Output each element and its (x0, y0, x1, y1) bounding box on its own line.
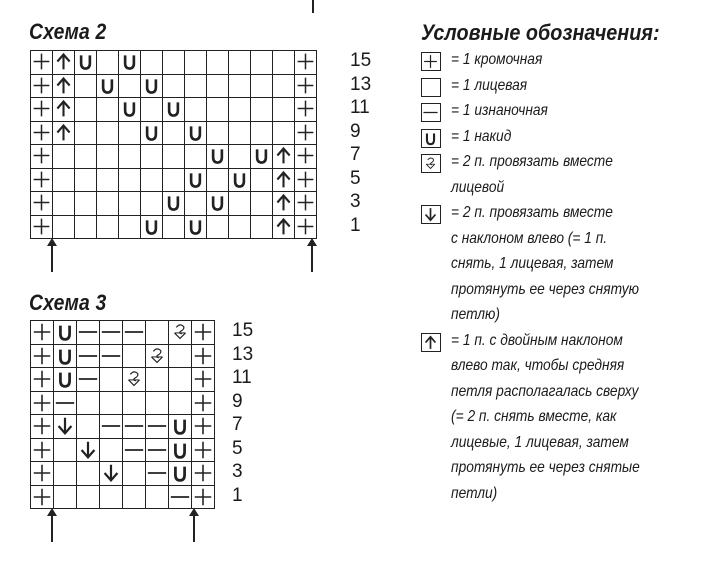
row-number: 5 (232, 437, 243, 459)
knit-stitch-empty-icon (229, 145, 251, 169)
knit-stitch-empty-icon (251, 216, 273, 240)
knit-stitch-empty-icon (123, 486, 146, 510)
knit-stitch-empty-icon (146, 321, 169, 345)
row-number: 7 (350, 144, 361, 165)
edge-stitch-plus-icon (31, 368, 54, 392)
double-decrease-arrow-up-icon (421, 333, 441, 352)
scheme2-grid (30, 50, 317, 239)
knit-stitch-empty-icon (119, 75, 141, 99)
legend-text-line: влево так, чтобы средняя (451, 357, 625, 374)
edge-stitch-plus-icon (192, 462, 215, 486)
yarn-over-u-icon (163, 192, 185, 216)
knit-stitch-empty-icon (77, 415, 100, 439)
yarn-over-u-icon (421, 129, 441, 148)
knit-stitch-empty-icon (163, 51, 185, 75)
edge-stitch-plus-icon (192, 368, 215, 392)
edge-stitch-plus-icon (295, 75, 317, 99)
yarn-over-u-icon (169, 462, 192, 486)
knit-stitch-empty-icon (97, 216, 119, 240)
knit-stitch-empty-icon (100, 486, 123, 510)
knit-stitch-empty-icon (273, 51, 295, 75)
legend-text-line: снять, 1 лицевая, затем (451, 255, 614, 272)
yarn-over-u-icon (229, 169, 251, 193)
knit-stitch-empty-icon (251, 98, 273, 122)
knit-stitch-empty-icon (207, 51, 229, 75)
knit-stitch-empty-icon (251, 169, 273, 193)
left-decrease-arrow-down-icon (54, 415, 77, 439)
edge-stitch-plus-icon (295, 169, 317, 193)
edge-stitch-plus-icon (31, 439, 54, 463)
purl-dash-icon (77, 345, 100, 369)
scheme3-grid (30, 320, 215, 509)
knit-stitch-empty-icon (75, 98, 97, 122)
knit-stitch-empty-icon (421, 78, 441, 97)
row-number: 9 (350, 120, 361, 142)
knit-stitch-empty-icon (146, 486, 169, 510)
edge-stitch-plus-icon (192, 439, 215, 463)
row-number: 1 (232, 484, 243, 506)
legend-text-line: (= 2 п. снять вместе, как (451, 408, 617, 425)
double-decrease-arrow-up-icon (273, 192, 295, 216)
knit-stitch-empty-icon (207, 216, 229, 240)
knit-stitch-empty-icon (185, 75, 207, 99)
knit-stitch-empty-icon (119, 145, 141, 169)
edge-stitch-plus-icon (31, 345, 54, 369)
knit-stitch-empty-icon (163, 216, 185, 240)
edge-stitch-plus-icon (31, 145, 53, 169)
purl-dash-icon (54, 392, 77, 416)
scheme2-title: Схема 2 (29, 19, 107, 44)
row-number: 13 (232, 343, 254, 365)
knit-stitch-empty-icon (141, 169, 163, 193)
knit-stitch-empty-icon (185, 51, 207, 75)
double-decrease-arrow-up-icon (273, 216, 295, 240)
scheme3-right-indicator-arrow (193, 510, 195, 542)
double-decrease-arrow-up-icon (53, 122, 75, 146)
scheme2-top-mark (312, 0, 314, 13)
legend-text-line: с наклоном влево (= 1 п. (451, 229, 608, 247)
knit-stitch-empty-icon (75, 75, 97, 99)
yarn-over-u-icon (185, 122, 207, 146)
purl-dash-icon (100, 415, 123, 439)
knit-stitch-empty-icon (97, 98, 119, 122)
edge-stitch-plus-icon (295, 98, 317, 122)
purl-dash-icon (421, 103, 441, 122)
yarn-over-u-icon (251, 145, 273, 169)
edge-stitch-plus-icon (295, 216, 317, 240)
yarn-over-u-icon (207, 192, 229, 216)
scheme2-right-indicator-arrow (311, 240, 313, 272)
yarn-over-u-icon (54, 368, 77, 392)
knit-stitch-empty-icon (229, 216, 251, 240)
legend-text-line: лицевой (451, 178, 505, 196)
knit-stitch-empty-icon (119, 122, 141, 146)
purl-dash-icon (77, 321, 100, 345)
knit-stitch-empty-icon (75, 122, 97, 146)
yarn-over-u-icon (54, 345, 77, 369)
row-number: 15 (232, 320, 254, 341)
edge-stitch-plus-icon (31, 321, 54, 345)
k2tog-icon (421, 154, 441, 173)
legend-text-line: = 1 изнаночная (451, 102, 548, 119)
double-decrease-arrow-up-icon (53, 51, 75, 75)
purl-dash-icon (146, 439, 169, 463)
legend-text-line: = 1 накид (451, 127, 512, 145)
yarn-over-u-icon (169, 439, 192, 463)
knit-stitch-empty-icon (146, 368, 169, 392)
knit-stitch-empty-icon (53, 145, 75, 169)
edge-stitch-plus-icon (31, 192, 53, 216)
yarn-over-u-icon (119, 98, 141, 122)
knit-stitch-empty-icon (185, 98, 207, 122)
knit-stitch-empty-icon (100, 392, 123, 416)
knit-stitch-empty-icon (207, 169, 229, 193)
left-decrease-arrow-down-icon (421, 205, 441, 224)
row-number: 1 (350, 214, 361, 236)
edge-stitch-plus-icon (295, 192, 317, 216)
knit-stitch-empty-icon (75, 169, 97, 193)
purl-dash-icon (77, 368, 100, 392)
knit-stitch-empty-icon (100, 368, 123, 392)
double-decrease-arrow-up-icon (53, 98, 75, 122)
edge-stitch-plus-icon (192, 486, 215, 510)
knit-stitch-empty-icon (169, 345, 192, 369)
knit-stitch-empty-icon (53, 192, 75, 216)
edge-stitch-plus-icon (31, 169, 53, 193)
edge-stitch-plus-icon (421, 52, 441, 71)
edge-stitch-plus-icon (192, 345, 215, 369)
legend-text-line: протянуть ее через снятую (451, 280, 639, 298)
edge-stitch-plus-icon (31, 392, 54, 416)
knit-stitch-empty-icon (53, 216, 75, 240)
row-number: 7 (232, 414, 243, 435)
scheme3-title: Схема 3 (29, 290, 107, 315)
knit-stitch-empty-icon (123, 392, 146, 416)
row-number: 11 (350, 97, 370, 118)
edge-stitch-plus-icon (295, 122, 317, 146)
edge-stitch-plus-icon (192, 321, 215, 345)
knit-stitch-empty-icon (273, 98, 295, 122)
knit-stitch-empty-icon (169, 368, 192, 392)
legend-text-line: = 2 п. провязать вместе (451, 204, 613, 221)
k2tog-icon (169, 321, 192, 345)
knit-stitch-empty-icon (141, 145, 163, 169)
knit-stitch-empty-icon (77, 486, 100, 510)
knit-stitch-empty-icon (273, 122, 295, 146)
legend-title: Условные обозначения: (421, 20, 660, 45)
knit-stitch-empty-icon (75, 192, 97, 216)
legend-text-line: петля располагалась сверху (451, 382, 639, 400)
double-decrease-arrow-up-icon (273, 145, 295, 169)
knit-stitch-empty-icon (163, 75, 185, 99)
knit-stitch-empty-icon (163, 122, 185, 146)
knit-stitch-empty-icon (163, 169, 185, 193)
knit-stitch-empty-icon (54, 439, 77, 463)
edge-stitch-plus-icon (31, 216, 53, 240)
knit-stitch-empty-icon (229, 51, 251, 75)
knit-stitch-empty-icon (54, 486, 77, 510)
knit-stitch-empty-icon (141, 98, 163, 122)
knit-stitch-empty-icon (97, 192, 119, 216)
row-number: 5 (350, 167, 361, 189)
yarn-over-u-icon (54, 321, 77, 345)
legend-text-line: = 1 кромочная (451, 51, 543, 68)
knit-stitch-empty-icon (97, 51, 119, 75)
k2tog-icon (123, 368, 146, 392)
legend-text-line: = 1 лицевая (451, 76, 528, 94)
knit-stitch-empty-icon (123, 345, 146, 369)
edge-stitch-plus-icon (31, 122, 53, 146)
knit-stitch-empty-icon (119, 192, 141, 216)
knit-stitch-empty-icon (100, 439, 123, 463)
row-number: 13 (350, 73, 372, 95)
edge-stitch-plus-icon (295, 51, 317, 75)
knit-stitch-empty-icon (169, 392, 192, 416)
double-decrease-arrow-up-icon (53, 75, 75, 99)
yarn-over-u-icon (185, 216, 207, 240)
knit-stitch-empty-icon (207, 98, 229, 122)
knit-stitch-empty-icon (251, 75, 273, 99)
knit-stitch-empty-icon (207, 75, 229, 99)
legend-text-line: = 2 п. провязать вместе (451, 153, 613, 170)
legend-text-line: = 1 п. с двойным наклоном (451, 331, 623, 349)
edge-stitch-plus-icon (192, 392, 215, 416)
knit-stitch-empty-icon (119, 169, 141, 193)
yarn-over-u-icon (185, 169, 207, 193)
knit-stitch-empty-icon (229, 192, 251, 216)
knit-stitch-empty-icon (97, 169, 119, 193)
knit-stitch-empty-icon (146, 392, 169, 416)
legend-text-line: протянуть ее через снятые (451, 459, 640, 476)
yarn-over-u-icon (141, 75, 163, 99)
double-decrease-arrow-up-icon (273, 169, 295, 193)
legend-text-line: лицевые, 1 лицевая, затем (451, 433, 629, 451)
knit-stitch-empty-icon (229, 75, 251, 99)
edge-stitch-plus-icon (31, 486, 54, 510)
knit-stitch-empty-icon (77, 392, 100, 416)
purl-dash-icon (100, 321, 123, 345)
purl-dash-icon (146, 462, 169, 486)
row-number: 3 (350, 191, 361, 212)
edge-stitch-plus-icon (31, 51, 53, 75)
edge-stitch-plus-icon (31, 75, 53, 99)
row-number: 9 (232, 390, 243, 412)
knit-stitch-empty-icon (229, 122, 251, 146)
row-number: 15 (350, 50, 372, 71)
left-decrease-arrow-down-icon (100, 462, 123, 486)
legend-text-line: петли) (451, 484, 498, 502)
scheme3-left-indicator-arrow (51, 510, 53, 542)
knit-stitch-empty-icon (119, 216, 141, 240)
yarn-over-u-icon (141, 122, 163, 146)
scheme2-left-indicator-arrow (51, 240, 53, 272)
knit-stitch-empty-icon (251, 122, 273, 146)
knit-stitch-empty-icon (77, 462, 100, 486)
knit-stitch-empty-icon (185, 145, 207, 169)
yarn-over-u-icon (119, 51, 141, 75)
legend-text-line: петлю) (451, 306, 500, 323)
yarn-over-u-icon (207, 145, 229, 169)
row-number: 11 (232, 367, 252, 388)
yarn-over-u-icon (169, 415, 192, 439)
purl-dash-icon (169, 486, 192, 510)
edge-stitch-plus-icon (192, 415, 215, 439)
knit-stitch-empty-icon (97, 122, 119, 146)
knit-stitch-empty-icon (273, 75, 295, 99)
knit-stitch-empty-icon (141, 51, 163, 75)
edge-stitch-plus-icon (295, 145, 317, 169)
yarn-over-u-icon (141, 216, 163, 240)
knit-stitch-empty-icon (97, 145, 119, 169)
row-number: 3 (232, 461, 243, 482)
purl-dash-icon (123, 415, 146, 439)
purl-dash-icon (123, 439, 146, 463)
knit-stitch-empty-icon (163, 145, 185, 169)
knit-stitch-empty-icon (229, 98, 251, 122)
knit-stitch-empty-icon (53, 169, 75, 193)
knit-stitch-empty-icon (251, 51, 273, 75)
knit-stitch-empty-icon (185, 192, 207, 216)
edge-stitch-plus-icon (31, 415, 54, 439)
knit-stitch-empty-icon (54, 462, 77, 486)
yarn-over-u-icon (97, 75, 119, 99)
knit-stitch-empty-icon (75, 145, 97, 169)
left-decrease-arrow-down-icon (77, 439, 100, 463)
knit-stitch-empty-icon (123, 462, 146, 486)
knit-stitch-empty-icon (207, 122, 229, 146)
yarn-over-u-icon (163, 98, 185, 122)
yarn-over-u-icon (75, 51, 97, 75)
knit-stitch-empty-icon (141, 192, 163, 216)
purl-dash-icon (123, 321, 146, 345)
knit-stitch-empty-icon (251, 192, 273, 216)
k2tog-icon (146, 345, 169, 369)
edge-stitch-plus-icon (31, 98, 53, 122)
edge-stitch-plus-icon (31, 462, 54, 486)
purl-dash-icon (146, 415, 169, 439)
purl-dash-icon (100, 345, 123, 369)
knit-stitch-empty-icon (75, 216, 97, 240)
